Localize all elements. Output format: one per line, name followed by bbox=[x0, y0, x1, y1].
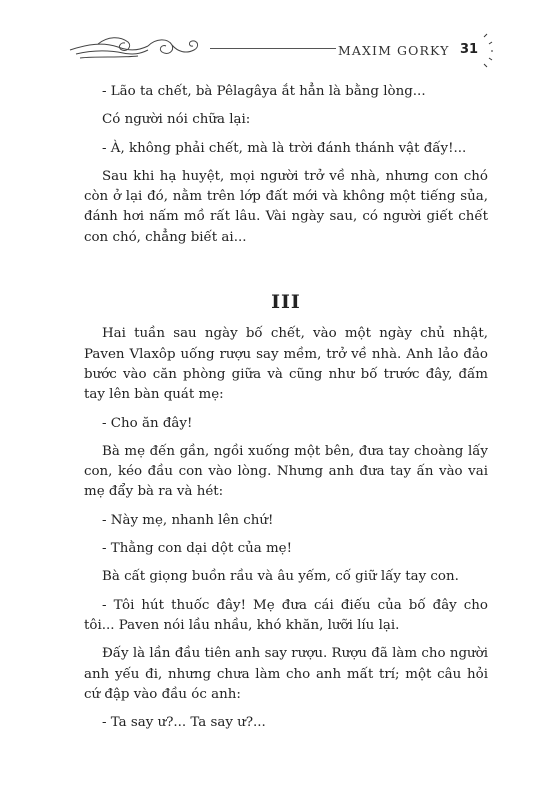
paragraph: Bà cất giọng buồn rầu và âu yếm, cố giữ lấy tay con. bbox=[102, 569, 459, 585]
header-rule bbox=[210, 48, 336, 49]
paragraph: Có người nói chữa lại: bbox=[102, 112, 251, 128]
paragraph: - Ta say ư?... Ta say ư?... bbox=[102, 715, 266, 731]
paragraph: Bà mẹ đến gần, ngồi xuống một bên, đưa tay choàng lấy con, kéo đầu con vào lòng. Nhưng anh đưa tay ấn vào vai mẹ đẩy bà ra và hét: bbox=[84, 443, 488, 500]
paragraph: Sau khi hạ huyệt, mọi người trở về nhà, nhưng con chó còn ở lại đó, nằm trên lớp đất mới và không một tiếng sủa, đánh hơi nấm mồ rất lâu. Vài ngày sau, có người giết chết con chó, chẳng biết ai... bbox=[84, 168, 488, 245]
paragraph: - Cho ăn đây! bbox=[102, 415, 193, 431]
page-number: 31 bbox=[459, 42, 479, 57]
paragraph: - À, không phải chết, mà là trời đánh thánh vật đấy!... bbox=[102, 140, 467, 156]
paragraph: - Thằng con dại dột của mẹ! bbox=[102, 541, 292, 557]
scroll-flourish-icon bbox=[68, 30, 218, 64]
paragraph: Đấy là lần đầu tiên anh say rượu. Rượu đã làm cho người anh yếu đi, nhưng chưa làm cho anh mất trí; một câu hỏi cứ đập vào đầu óc anh: bbox=[84, 646, 488, 702]
page-number-badge bbox=[451, 30, 493, 72]
paragraph: - Này mẹ, nhanh lên chứ! bbox=[102, 512, 274, 528]
paragraph: - Lão ta chết, bà Pêlagâya ắt hẳn là bằng lòng... bbox=[102, 84, 426, 99]
paragraph: Hai tuần sau ngày bố chết, vào một ngày chủ nhật, Paven Vlaxôp uống rượu say mềm, trở về nhà. Anh lảo đảo bước vào căn phòng giữa và cũng như bố trước đây, đấm tay lên bàn quát mẹ: bbox=[84, 326, 488, 403]
section-before bbox=[84, 82, 488, 248]
running-title: MAXIM GORKY bbox=[338, 43, 450, 58]
section-after bbox=[84, 324, 488, 733]
chapter-heading: III bbox=[271, 291, 301, 314]
paragraph: - Tôi hút thuốc đây! Mẹ đưa cái điếu của bố đây cho tôi... Paven nói lầu nhầu, khó khăn, lưỡi líu lại. bbox=[84, 597, 488, 633]
body-text bbox=[84, 82, 488, 741]
